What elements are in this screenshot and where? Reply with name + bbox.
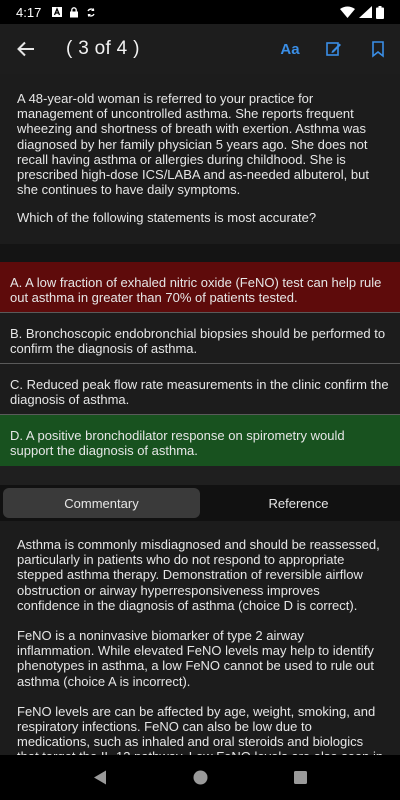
signal-icon [359, 6, 372, 18]
status-bar [0, 0, 400, 24]
font-size-button[interactable] [268, 24, 312, 74]
commentary-paragraph: FeNO is a noninvasive biomarker of type 2 airway inflammation. While elevated FeNO levels may help to identify phenotypes in asthma, a low FeNO cannot be used to rule out asthma (choice A is incorrect). [17, 628, 374, 689]
battery-icon [376, 6, 384, 19]
answer-option-c[interactable] [0, 364, 400, 415]
answer-options [0, 262, 400, 466]
arrow-left-icon [17, 41, 35, 57]
app-bar [0, 24, 400, 74]
wifi-icon [340, 6, 355, 18]
status-time: 4:17 [16, 4, 42, 20]
explanation-tabs [0, 485, 400, 521]
commentary-panel[interactable] [0, 521, 400, 755]
answer-option-a[interactable] [0, 262, 400, 313]
commentary-paragraph: Asthma is commonly misdiagnosed and should be reassessed, particularly in patients who do not respond to appropriate stepped asthma therapy. Demonstration of reversible airflow obstruction or airway hyperresponsiveness improves confidence in the diagnosis of asthma (choice D is correct). [17, 537, 380, 613]
tab-commentary[interactable]: Commentary [3, 488, 200, 518]
question-prompt: Which of the following statements is most accurate? [17, 210, 317, 226]
answer-option-text: B. Bronchoscopic endobronchial biopsies should be performed to confirm the diagnosis of asthma. [10, 326, 386, 357]
recents-square-icon[interactable] [294, 771, 307, 784]
bookmark-button[interactable] [356, 24, 400, 74]
lock-icon [69, 7, 79, 18]
page-title: ( 3 of 4 ) [66, 38, 140, 59]
tab-reference[interactable]: Reference [268, 495, 329, 511]
commentary-paragraph: FeNO levels are can be affected by age, weight, smoking, and respiratory infections. FeNO can also be low due to medications, such as inhaled and oral steroids and biologics [17, 703, 376, 750]
answer-option-text: C. Reduced peak flow rate measurements in the clinic confirm the diagnosis of asthma. [10, 377, 389, 408]
bookmark-icon [372, 41, 384, 57]
back-button[interactable] [0, 24, 52, 74]
question-stem: A 48-year-old woman is referred to your practice for management of uncontrolled asthma. She reports frequent wheezing and shortness of breath with exertion. Asthma was diagnosed by her family physician 5 years ago. She does not recall having asthma or allergies during childhood. She is prescribed high-dose ICS/LABA and as-needed albuterol, but she continues to have daily symptoms. [17, 91, 369, 198]
answer-option-text: D. A positive bronchodilator response on spirometry would support the diagnosis of asthma. [10, 428, 345, 459]
font-size-label: Aa [280, 40, 300, 58]
section-divider [0, 244, 400, 262]
edit-note-icon [326, 41, 342, 57]
back-triangle-icon[interactable] [93, 770, 107, 785]
answer-option-d[interactable] [0, 415, 400, 466]
notes-button[interactable] [312, 24, 356, 74]
notification-a-icon [52, 7, 62, 17]
system-nav-bar [0, 755, 400, 800]
answer-option-text: A. A low fraction of exhaled nitric oxide (FeNO) test can help rule out asthma in greater than 70% of patients tested. [10, 275, 382, 306]
sync-icon [86, 7, 96, 18]
home-circle-icon[interactable] [193, 770, 208, 785]
answer-option-b[interactable] [0, 313, 400, 364]
question-panel [0, 74, 400, 244]
